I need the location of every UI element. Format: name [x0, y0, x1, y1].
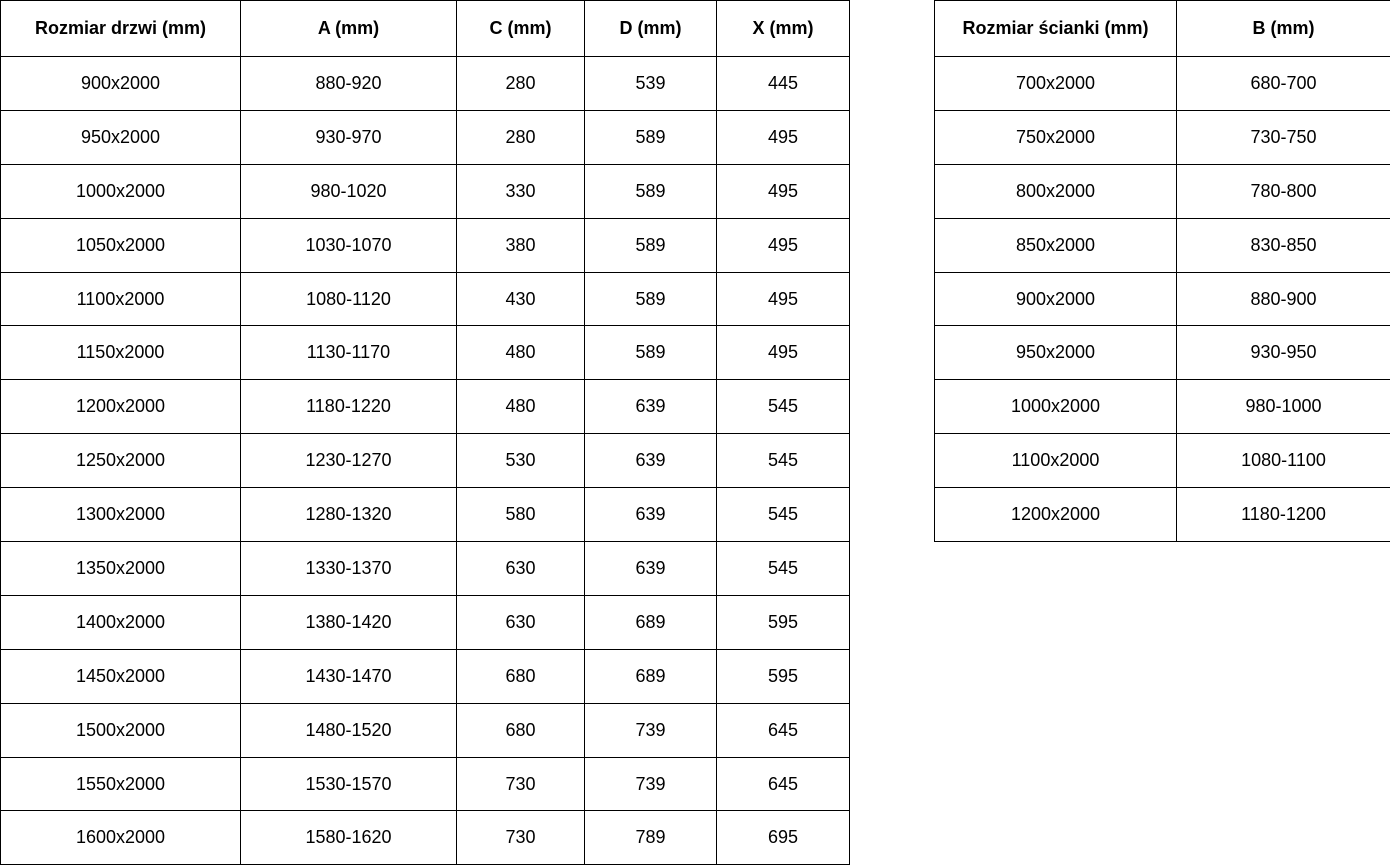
- table-row: [935, 272, 1390, 326]
- table-row: [935, 326, 1390, 380]
- table-cell: 1100x2000: [935, 434, 1177, 488]
- table-cell: 589: [585, 164, 717, 218]
- table-cell: 1450x2000: [1, 649, 241, 703]
- table-cell: 630: [457, 595, 585, 649]
- table-cell: 1580-1620: [241, 811, 457, 865]
- table-cell: 430: [457, 272, 585, 326]
- table-cell: 730-750: [1177, 110, 1390, 164]
- table-cell: 495: [717, 218, 850, 272]
- table-row: [1, 757, 850, 811]
- table-row: [1, 488, 850, 542]
- table-cell: 1200x2000: [935, 488, 1177, 542]
- table-cell: 280: [457, 57, 585, 111]
- table-cell: 1080-1120: [241, 272, 457, 326]
- table-row: [1, 110, 850, 164]
- table-cell: 950x2000: [935, 326, 1177, 380]
- table-cell: 1100x2000: [1, 272, 241, 326]
- table-cell: 739: [585, 703, 717, 757]
- table-row: [1, 164, 850, 218]
- table-cell: 1400x2000: [1, 595, 241, 649]
- table-cell: 1280-1320: [241, 488, 457, 542]
- table-cell: 1150x2000: [1, 326, 241, 380]
- table-cell: 530: [457, 434, 585, 488]
- table-cell: 930-950: [1177, 326, 1390, 380]
- table-cell: 1200x2000: [1, 380, 241, 434]
- table-row: [935, 57, 1390, 111]
- table-cell: 330: [457, 164, 585, 218]
- table-cell: 1180-1200: [1177, 488, 1390, 542]
- table-cell: 1000x2000: [1, 164, 241, 218]
- table-cell: 1300x2000: [1, 488, 241, 542]
- table-cell: 1430-1470: [241, 649, 457, 703]
- column-header: X (mm): [717, 1, 850, 57]
- table-row: [1, 649, 850, 703]
- table-cell: 480: [457, 326, 585, 380]
- table-row: [935, 110, 1390, 164]
- table-cell: 1350x2000: [1, 542, 241, 596]
- table-cell: 539: [585, 57, 717, 111]
- column-header: B (mm): [1177, 1, 1390, 57]
- table-cell: 1500x2000: [1, 703, 241, 757]
- table-cell: 700x2000: [935, 57, 1177, 111]
- table-cell: 595: [717, 649, 850, 703]
- table-cell: 730: [457, 811, 585, 865]
- table-header-row: [935, 1, 1390, 57]
- table-cell: 1330-1370: [241, 542, 457, 596]
- table-row: [935, 488, 1390, 542]
- table-row: [935, 434, 1390, 488]
- table-cell: 1480-1520: [241, 703, 457, 757]
- table-cell: 900x2000: [935, 272, 1177, 326]
- table-row: [935, 218, 1390, 272]
- table-cell: 930-970: [241, 110, 457, 164]
- column-header: C (mm): [457, 1, 585, 57]
- table-cell: 680: [457, 649, 585, 703]
- table-header-row: [1, 1, 850, 57]
- table-row: [935, 164, 1390, 218]
- table-cell: 495: [717, 164, 850, 218]
- table-cell: 1130-1170: [241, 326, 457, 380]
- table-cell: 630: [457, 542, 585, 596]
- table-row: [1, 380, 850, 434]
- table-row: [1, 272, 850, 326]
- table-cell: 1380-1420: [241, 595, 457, 649]
- table-row: [1, 811, 850, 865]
- table-cell: 639: [585, 542, 717, 596]
- table-cell: 850x2000: [935, 218, 1177, 272]
- table-cell: 589: [585, 110, 717, 164]
- table-cell: 1000x2000: [935, 380, 1177, 434]
- table-cell: 595: [717, 595, 850, 649]
- table-cell: 1030-1070: [241, 218, 457, 272]
- table-cell: 380: [457, 218, 585, 272]
- table-cell: 645: [717, 703, 850, 757]
- table-row: [1, 434, 850, 488]
- table-cell: 589: [585, 326, 717, 380]
- table-cell: 980-1020: [241, 164, 457, 218]
- table-cell: 880-900: [1177, 272, 1390, 326]
- table-row: [1, 218, 850, 272]
- table-cell: 1050x2000: [1, 218, 241, 272]
- table-cell: 645: [717, 757, 850, 811]
- table-cell: 1600x2000: [1, 811, 241, 865]
- table-cell: 639: [585, 488, 717, 542]
- table-cell: 1080-1100: [1177, 434, 1390, 488]
- table-cell: 580: [457, 488, 585, 542]
- table-cell: 680: [457, 703, 585, 757]
- table-cell: 689: [585, 649, 717, 703]
- table-cell: 730: [457, 757, 585, 811]
- table-cell: 495: [717, 326, 850, 380]
- table-cell: 830-850: [1177, 218, 1390, 272]
- table-cell: 589: [585, 218, 717, 272]
- table-cell: 495: [717, 272, 850, 326]
- table-row: [1, 57, 850, 111]
- table-cell: 280: [457, 110, 585, 164]
- table-cell: 900x2000: [1, 57, 241, 111]
- table-cell: 1180-1220: [241, 380, 457, 434]
- table-cell: 695: [717, 811, 850, 865]
- column-header: A (mm): [241, 1, 457, 57]
- table-cell: 545: [717, 542, 850, 596]
- table-cell: 739: [585, 757, 717, 811]
- table-cell: 1530-1570: [241, 757, 457, 811]
- table-cell: 1230-1270: [241, 434, 457, 488]
- table-cell: 780-800: [1177, 164, 1390, 218]
- table-cell: 639: [585, 380, 717, 434]
- table-cell: 495: [717, 110, 850, 164]
- table-cell: 545: [717, 380, 850, 434]
- wall-size-table: [934, 0, 1390, 542]
- column-header: Rozmiar ścianki (mm): [935, 1, 1177, 57]
- column-header: Rozmiar drzwi (mm): [1, 1, 241, 57]
- table-cell: 689: [585, 595, 717, 649]
- table-row: [1, 595, 850, 649]
- column-header: D (mm): [585, 1, 717, 57]
- table-cell: 800x2000: [935, 164, 1177, 218]
- table-cell: 480: [457, 380, 585, 434]
- table-row: [935, 380, 1390, 434]
- table-cell: 589: [585, 272, 717, 326]
- table-cell: 639: [585, 434, 717, 488]
- table-row: [1, 326, 850, 380]
- table-cell: 545: [717, 488, 850, 542]
- table-cell: 980-1000: [1177, 380, 1390, 434]
- table-cell: 789: [585, 811, 717, 865]
- table-cell: 750x2000: [935, 110, 1177, 164]
- table-row: [1, 703, 850, 757]
- table-cell: 545: [717, 434, 850, 488]
- table-cell: 880-920: [241, 57, 457, 111]
- table-row: [1, 542, 850, 596]
- table-cell: 1550x2000: [1, 757, 241, 811]
- table-cell: 445: [717, 57, 850, 111]
- table-cell: 950x2000: [1, 110, 241, 164]
- table-cell: 1250x2000: [1, 434, 241, 488]
- table-cell: 680-700: [1177, 57, 1390, 111]
